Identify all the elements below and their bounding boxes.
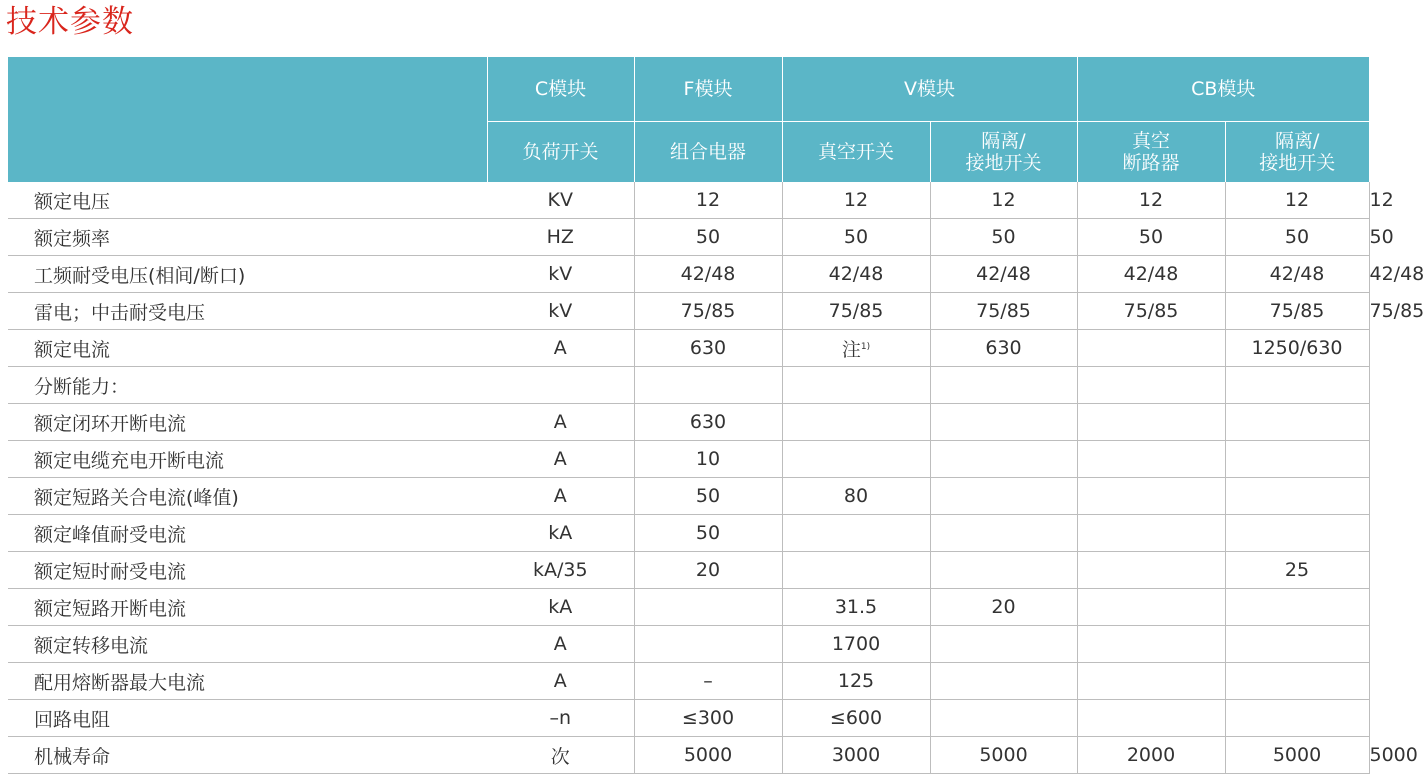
parameter-unit: A — [487, 626, 634, 663]
table-row — [8, 589, 1369, 626]
value-cell — [1225, 515, 1369, 552]
value-cell — [930, 404, 1077, 441]
module-header-f: F模块 — [634, 57, 782, 122]
value-cell — [930, 663, 1077, 700]
value-text: 10 — [695, 448, 721, 470]
value-text: 75/85 — [1369, 300, 1424, 322]
module-header-row — [8, 57, 1369, 122]
value-text: 42/48 — [680, 263, 736, 285]
value-cell — [930, 441, 1077, 478]
footnote-marker: 1) — [860, 341, 871, 352]
parameter-unit: –n — [487, 700, 634, 737]
table-row — [8, 367, 1369, 404]
parameter-name: 额定频率 — [8, 219, 487, 256]
value-cell — [930, 515, 1077, 552]
value-cell — [930, 367, 1077, 404]
value-text: 50 — [695, 485, 721, 507]
value-cell — [634, 589, 782, 626]
parameter-unit — [487, 367, 634, 404]
value-text: 50 — [843, 226, 869, 248]
parameter-name: 额定短路关合电流(峰值) — [8, 478, 487, 515]
value-cell — [930, 219, 1077, 256]
value-cell — [1225, 737, 1369, 774]
value-cell — [930, 330, 1077, 367]
parameter-name: 分断能力： — [8, 367, 487, 404]
parameter-name: 配用熔断器最大电流 — [8, 663, 487, 700]
value-cell — [634, 441, 782, 478]
value-cell — [634, 404, 782, 441]
value-text: 50 — [695, 226, 721, 248]
value-text: 50 — [1369, 226, 1394, 248]
subheader-cell: 真空开关 — [782, 122, 930, 183]
parameter-name: 回路电阻 — [8, 700, 487, 737]
value-cell — [634, 737, 782, 774]
parameter-name: 额定电流 — [8, 330, 487, 367]
parameter-name: 额定短时耐受电流 — [8, 552, 487, 589]
value-text: 75/85 — [1269, 300, 1325, 322]
value-text: 2000 — [1126, 744, 1176, 766]
parameter-unit: A — [487, 404, 634, 441]
value-cell — [930, 700, 1077, 737]
value-text: 42/48 — [828, 263, 884, 285]
value-text: 12 — [991, 189, 1016, 211]
subheader-cell: 组合电器 — [634, 122, 782, 183]
value-text: 31.5 — [834, 596, 878, 618]
parameter-unit: kA — [487, 515, 634, 552]
value-cell — [1225, 330, 1369, 367]
parameter-name: 额定短路开断电流 — [8, 589, 487, 626]
value-cell — [1077, 441, 1225, 478]
parameter-unit: kV — [487, 256, 634, 293]
parameter-name: 工频耐受电压(相间/断口) — [8, 256, 487, 293]
subheader-cell: 隔离/ 接地开关 — [930, 122, 1077, 183]
value-cell — [930, 256, 1077, 293]
value-cell — [634, 700, 782, 737]
value-cell — [634, 663, 782, 700]
value-cell — [634, 478, 782, 515]
value-cell — [1077, 256, 1225, 293]
value-text: 42/48 — [1123, 263, 1179, 285]
value-cell — [1225, 256, 1369, 293]
value-cell — [1077, 367, 1225, 404]
value-text: 12 — [843, 189, 869, 211]
parameter-unit: A — [487, 441, 634, 478]
value-cell — [1077, 404, 1225, 441]
value-cell — [782, 626, 930, 663]
value-cell — [782, 700, 930, 737]
value-cell — [1077, 626, 1225, 663]
value-cell — [634, 293, 782, 330]
value-text: 75/85 — [828, 300, 884, 322]
value-cell — [782, 663, 930, 700]
value-text: 42/48 — [976, 263, 1031, 285]
value-text: 5000 — [1272, 744, 1322, 766]
value-text: 12 — [1284, 189, 1310, 211]
value-cell — [1225, 700, 1369, 737]
value-text: 20 — [991, 596, 1016, 618]
parameter-name: 额定电缆充电开断电流 — [8, 441, 487, 478]
value-cell — [930, 293, 1077, 330]
table-row — [8, 700, 1369, 737]
parameter-name: 机械寿命 — [8, 737, 487, 774]
value-cell — [1225, 293, 1369, 330]
value-text: 75/85 — [680, 300, 736, 322]
value-text: 125 — [837, 670, 875, 692]
value-text: 5000 — [1369, 744, 1418, 766]
module-header-v: V模块 — [782, 57, 1077, 122]
value-cell — [1225, 478, 1369, 515]
value-text: 75/85 — [1123, 300, 1179, 322]
value-cell — [782, 293, 930, 330]
value-cell — [634, 256, 782, 293]
value-cell — [1077, 219, 1225, 256]
page-title: 技术参数 — [6, 4, 134, 40]
table-row — [8, 330, 1369, 367]
module-header-cb: CB模块 — [1077, 57, 1369, 122]
value-text: 1250/630 — [1251, 337, 1343, 359]
value-cell — [782, 737, 930, 774]
value-cell — [782, 404, 930, 441]
value-cell — [782, 441, 930, 478]
parameter-name: 雷电；中击耐受电压 — [8, 293, 487, 330]
table-row — [8, 219, 1369, 256]
value-cell — [930, 589, 1077, 626]
table-row — [8, 663, 1369, 700]
value-cell — [1225, 552, 1369, 589]
value-text: 12 — [1138, 189, 1164, 211]
value-cell — [930, 552, 1077, 589]
value-cell — [782, 478, 930, 515]
value-cell — [1077, 478, 1225, 515]
value-cell — [1077, 700, 1225, 737]
value-cell — [1077, 330, 1225, 367]
header-blank-cell — [8, 57, 487, 182]
value-cell — [782, 589, 930, 626]
parameter-unit: kV — [487, 293, 634, 330]
value-text: 注 — [841, 338, 861, 361]
parameter-unit: kA/35 — [487, 552, 634, 589]
parameter-name: 额定转移电流 — [8, 626, 487, 663]
value-cell — [1077, 737, 1225, 774]
parameter-unit: 次 — [487, 737, 634, 774]
value-cell — [634, 182, 782, 219]
parameter-unit: A — [487, 663, 634, 700]
table-row — [8, 404, 1369, 441]
parameter-unit: kA — [487, 589, 634, 626]
value-cell — [782, 330, 930, 367]
value-cell — [1077, 552, 1225, 589]
subheader-cell: 负荷开关 — [487, 122, 634, 183]
value-cell — [1225, 441, 1369, 478]
value-cell — [782, 515, 930, 552]
value-text: 42/48 — [1369, 263, 1424, 285]
value-text: 630 — [689, 337, 727, 359]
value-cell — [930, 626, 1077, 663]
table-row — [8, 478, 1369, 515]
value-text: 3000 — [831, 744, 881, 766]
value-cell — [782, 219, 930, 256]
table-row — [8, 256, 1369, 293]
value-cell — [782, 256, 930, 293]
value-text: – — [703, 670, 713, 692]
value-cell — [930, 478, 1077, 515]
value-cell — [634, 515, 782, 552]
value-cell — [1225, 182, 1369, 219]
value-cell — [634, 367, 782, 404]
value-cell — [1225, 626, 1369, 663]
value-text: 25 — [1284, 559, 1310, 581]
value-cell — [782, 182, 930, 219]
table-row — [8, 552, 1369, 589]
table-row — [8, 515, 1369, 552]
table-row — [8, 293, 1369, 330]
value-cell — [1225, 219, 1369, 256]
value-cell — [1077, 589, 1225, 626]
value-cell — [1077, 293, 1225, 330]
value-text: 20 — [695, 559, 721, 581]
value-text: 50 — [1284, 226, 1310, 248]
value-text: 5000 — [683, 744, 733, 766]
value-cell — [1225, 404, 1369, 441]
value-cell — [1225, 589, 1369, 626]
value-text: 75/85 — [976, 300, 1031, 322]
table-row — [8, 737, 1369, 774]
subheader-cell: 隔离/ 接地开关 — [1225, 122, 1369, 183]
parameter-unit: HZ — [487, 219, 634, 256]
subheader-cell: 真空 断路器 — [1077, 122, 1225, 183]
parameter-name: 额定峰值耐受电流 — [8, 515, 487, 552]
value-text: 12 — [1369, 189, 1394, 211]
value-text: 80 — [843, 485, 869, 507]
value-cell — [634, 552, 782, 589]
parameter-unit: KV — [487, 182, 634, 219]
value-text: 630 — [689, 411, 727, 433]
value-text: 12 — [695, 189, 721, 211]
value-text: 1700 — [831, 633, 881, 655]
value-cell — [634, 626, 782, 663]
spec-table — [8, 57, 1424, 774]
table-row — [8, 182, 1369, 219]
value-cell — [782, 367, 930, 404]
value-text: 5000 — [979, 744, 1028, 766]
value-cell — [1077, 663, 1225, 700]
parameter-unit: A — [487, 478, 634, 515]
parameter-name: 额定闭环开断电流 — [8, 404, 487, 441]
value-text: 630 — [985, 337, 1022, 359]
table-row — [8, 441, 1369, 478]
value-text: 50 — [1138, 226, 1164, 248]
value-cell — [930, 737, 1077, 774]
module-header-c: C模块 — [487, 57, 634, 122]
value-cell — [634, 330, 782, 367]
value-cell — [1077, 515, 1225, 552]
value-text: ≤600 — [829, 707, 883, 729]
value-text: 50 — [695, 522, 721, 544]
parameter-unit: A — [487, 330, 634, 367]
value-cell — [634, 219, 782, 256]
value-cell — [782, 552, 930, 589]
table-row — [8, 626, 1369, 663]
value-cell — [1225, 663, 1369, 700]
spec-table-body — [8, 182, 1424, 774]
value-text: ≤300 — [681, 707, 735, 729]
value-cell — [930, 182, 1077, 219]
value-text: 50 — [991, 226, 1016, 248]
value-cell — [1077, 182, 1225, 219]
value-cell — [1225, 367, 1369, 404]
value-text: 42/48 — [1269, 263, 1325, 285]
parameter-name: 额定电压 — [8, 182, 487, 219]
